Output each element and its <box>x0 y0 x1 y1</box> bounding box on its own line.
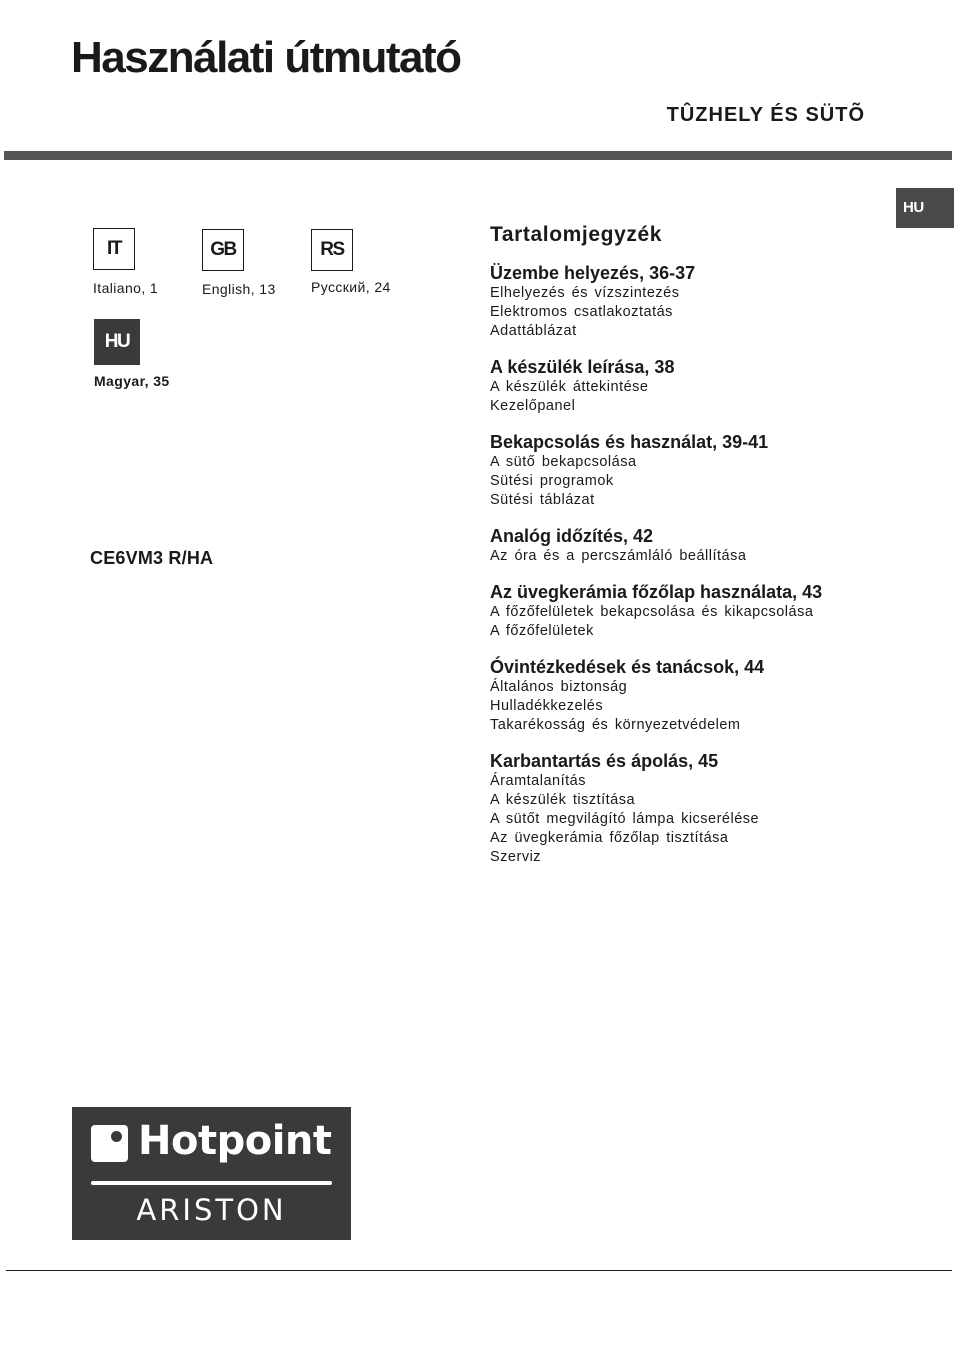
brand-logo <box>72 1107 351 1240</box>
toc-item: Elektromos csatlakoztatás <box>490 304 673 321</box>
toc-item: Általános biztonság <box>490 679 628 696</box>
toc-section <box>490 657 890 735</box>
toc-item: A készülék tisztítása <box>490 792 636 809</box>
toc-item: A főzőfelületek bekapcsolása és kikapcsolása <box>490 604 814 621</box>
toc-item: Elhelyezés és vízszintezés <box>490 285 680 302</box>
language-code-box: RS <box>311 229 353 271</box>
toc-item: Szerviz <box>490 849 542 866</box>
toc-item: Sütési táblázat <box>490 492 595 509</box>
language-label: English, 13 <box>202 281 276 297</box>
toc-heading[interactable]: Az üvegkerámia főzőlap használata, 43 <box>490 582 823 603</box>
toc-heading[interactable]: Üzembe helyezés, 36-37 <box>490 263 696 284</box>
toc-item: Adattáblázat <box>490 323 577 340</box>
logo-sub-brand: ARISTON <box>136 1193 287 1227</box>
logo-divider <box>91 1181 332 1185</box>
page-title: Használati útmutató <box>71 33 461 82</box>
language-label: Русский, 24 <box>311 279 391 295</box>
language-label-active: Magyar, 35 <box>94 373 170 389</box>
toc-section <box>490 582 890 641</box>
language-label: Italiano, 1 <box>93 280 159 296</box>
toc-section <box>490 432 890 510</box>
model-number: CE6VM3 R/HA <box>90 548 214 568</box>
toc-heading[interactable]: Karbantartás és ápolás, 45 <box>490 751 719 772</box>
toc-heading[interactable]: Analóg időzítés, 42 <box>490 526 654 547</box>
toc-section <box>490 357 890 416</box>
table-of-contents <box>490 222 890 883</box>
toc-item: A készülék áttekintése <box>490 379 649 396</box>
language-entry-hu[interactable] <box>94 319 170 389</box>
language-code-box: GB <box>202 229 244 271</box>
toc-item: Kezelőpanel <box>490 398 576 415</box>
toc-heading[interactable]: A készülék leírása, 38 <box>490 357 675 378</box>
toc-heading[interactable]: Bekapcsolás és használat, 39-41 <box>490 432 769 453</box>
toc-item: Sütési programok <box>490 473 614 490</box>
toc-section <box>490 263 890 341</box>
toc-item: A főzőfelületek <box>490 623 594 640</box>
language-code-box-active: HU <box>94 319 140 365</box>
toc-item: Az üvegkerámia főzőlap tisztítása <box>490 830 729 847</box>
language-entry-it[interactable] <box>93 228 158 296</box>
toc-heading[interactable]: Óvintézkedések és tanácsok, 44 <box>490 657 765 678</box>
toc-item: A sütő bekapcsolása <box>490 454 637 471</box>
toc-title: Tartalomjegyzék <box>490 223 663 246</box>
toc-item: Takarékosság és környezetvédelem <box>490 717 741 734</box>
toc-item: A sütőt megvilágító lámpa kicserélése <box>490 811 760 828</box>
header-divider-bar <box>4 151 952 160</box>
logo-brand-name: Hotpoint <box>138 1118 332 1164</box>
language-entry-rs[interactable] <box>311 229 391 295</box>
language-code-box: IT <box>93 228 135 270</box>
toc-item: Hulladékkezelés <box>490 698 604 715</box>
toc-section <box>490 751 890 867</box>
toc-item: Áramtalanítás <box>490 773 586 790</box>
toc-item: Az óra és a percszámláló beállítása <box>490 548 747 565</box>
language-entry-gb[interactable] <box>202 229 276 297</box>
footer-divider <box>6 1270 952 1271</box>
toc-section <box>490 526 890 566</box>
language-side-tab: HU <box>896 188 954 228</box>
product-subtitle: TÛZHELY ÉS SÜTÕ <box>666 104 865 126</box>
logo-mark-icon <box>91 1125 128 1162</box>
